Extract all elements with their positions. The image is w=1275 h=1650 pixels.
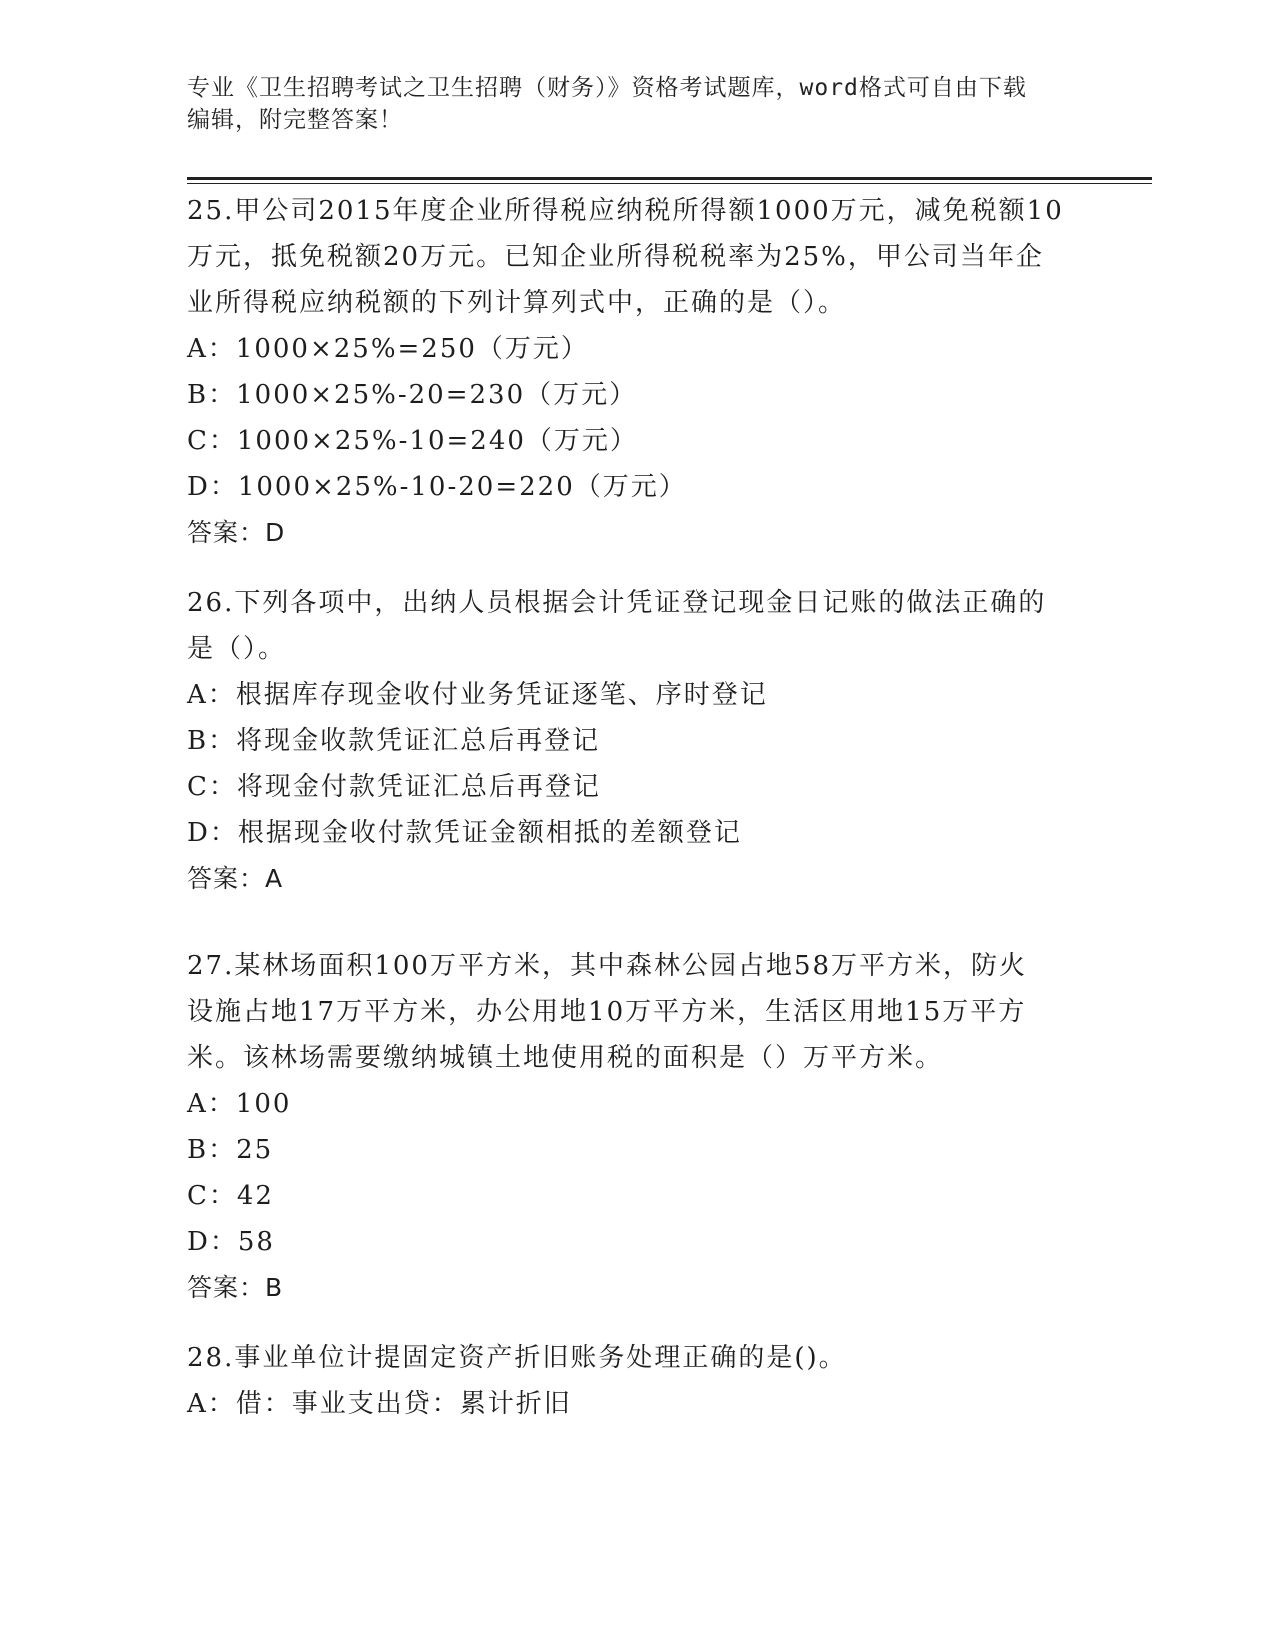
question-27: [187, 943, 1087, 1311]
document-header: [187, 72, 1087, 136]
question-stem-line: 米。该林场需要缴纳城镇土地使用税的面积是（）万平方米。: [187, 1043, 944, 1073]
option-a: A：根据库存现金收付业务凭证逐笔、序时登记: [187, 680, 768, 710]
option-c: C：42: [187, 1181, 274, 1211]
option-d: D：1000×25%-10-20=220（万元）: [187, 472, 687, 502]
question-stem-line: 27.某林场面积100万平方米，其中森林公园占地58万平方米，防火: [187, 951, 1028, 981]
option-a: A：借：事业支出贷：累计折旧: [187, 1389, 572, 1419]
header-line-2: 编辑，附完整答案！: [187, 107, 403, 133]
question-25: [187, 188, 1087, 556]
question-stem-line: 是（）。: [187, 634, 287, 664]
question-26: [187, 580, 1087, 902]
option-d: D：58: [187, 1227, 275, 1257]
option-b: B：1000×25%-20=230（万元）: [187, 380, 638, 410]
question-stem-line: 28.事业单位计提固定资产折旧账务处理正确的是()。: [187, 1343, 847, 1373]
option-b: B：将现金收款凭证汇总后再登记: [187, 726, 601, 756]
answer-line: 答案：B: [187, 1273, 284, 1302]
header-divider-thin: [187, 183, 1152, 184]
header-divider-thick: [187, 177, 1152, 180]
question-stem-line: 业所得税应纳税额的下列计算列式中，正确的是（）。: [187, 288, 847, 318]
question-stem-line: 25.甲公司2015年度企业所得税应纳税所得额1000万元，减免税额10: [187, 196, 1064, 226]
option-b: B：25: [187, 1135, 274, 1165]
question-stem-line: 设施占地17万平方米，办公用地10万平方米，生活区用地15万平方: [187, 997, 1027, 1027]
answer-line: 答案：A: [187, 864, 284, 893]
option-a: A：100: [187, 1089, 292, 1119]
option-d: D：根据现金收付款凭证金额相抵的差额登记: [187, 818, 742, 848]
header-line-1: 专业《卫生招聘考试之卫生招聘（财务）》资格考试题库，word格式可自由下载: [187, 75, 1027, 101]
question-stem-line: 26.下列各项中，出纳人员根据会计凭证登记现金日记账的做法正确的: [187, 588, 1047, 618]
answer-line: 答案：D: [187, 518, 286, 547]
option-c: C：将现金付款凭证汇总后再登记: [187, 772, 601, 802]
option-a: A：1000×25%=250（万元）: [187, 334, 589, 364]
question-28: [187, 1335, 1087, 1427]
question-stem-line: 万元，抵免税额20万元。已知企业所得税税率为25%，甲公司当年企: [187, 242, 1044, 272]
option-c: C：1000×25%-10=240（万元）: [187, 426, 638, 456]
